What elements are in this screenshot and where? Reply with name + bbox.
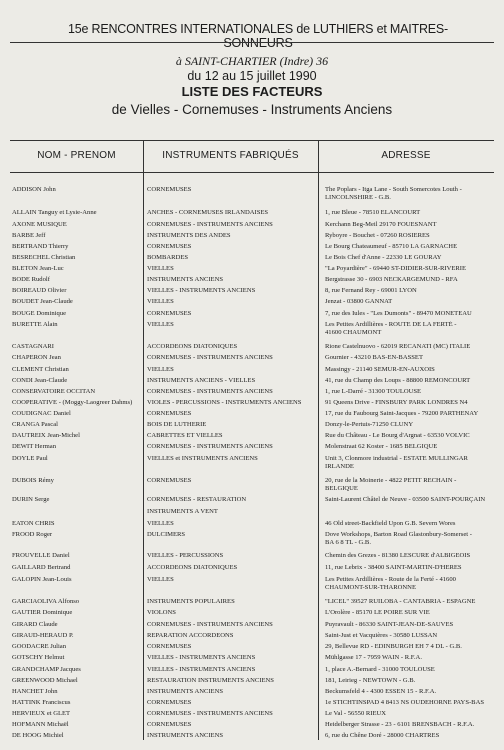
maker-instruments: INSTRUMENTS ANCIENS - VIELLES [147,377,256,384]
maker-name: HATTINK Franciscus [12,699,71,706]
maker-name: DUBOIS Rémy [12,477,54,484]
maker-instruments: CABRETTES ET VIELLES [147,432,223,439]
maker-address [325,721,494,729]
maker-name: ALLAIN Tanguy et Lysie-Anne [12,209,97,216]
maker-instruments: INSTRUMENTS ANCIENS [147,688,224,695]
maker-name: BODE Rudolf [12,276,50,283]
maker-name: BURETTE Alain [12,321,58,328]
column-divider [318,140,319,740]
maker-address [325,343,494,351]
maker-name: CASTAGNARI [12,343,54,350]
maker-instruments: VIELLES - INSTRUMENTS ANCIENS [147,654,256,661]
maker-instruments: CORNEMUSES [147,643,192,650]
maker-name: COUDIGNAC Daniel [12,410,71,417]
column-divider [143,140,144,740]
address-line: 29, Bellevue RD - EDINBURGH EH 7 4 DL - G.B. [325,643,462,650]
maker-name: COOPERATIVE - (Moggy-Laogreer Dahms) [12,399,133,406]
maker-instruments: VIELLES - INSTRUMENTS ANCIENS [147,287,256,294]
address-line: Beckumsfeld 4 - 4300 ESSEN 15 - R.F.A. [325,688,437,695]
maker-address [325,699,494,707]
maker-instruments: INSTRUMENTS ANCIENS [147,732,224,739]
maker-name: CHAPERON Jean [12,354,61,361]
maker-name: GIRARD Claude [12,621,58,628]
maker-address [325,710,494,718]
maker-instruments: DULCIMERS [147,531,186,538]
maker-address [325,598,494,606]
maker-instruments: VIELLES [147,321,174,328]
maker-instruments: INSTRUMENTS ANCIENS [147,276,224,283]
maker-address [325,410,494,418]
maker-instruments: CORNEMUSES [147,721,192,728]
maker-instruments: VIELLES [147,366,174,373]
maker-address [325,265,494,273]
maker-instruments: CORNEMUSES [147,477,192,484]
banner-rule [10,42,494,43]
maker-address [325,243,494,251]
address-line: BA 6 8 TL - G.B. [325,539,371,546]
maker-instruments: INSTRUMENTS DES ANDES [147,232,231,239]
address-line: Rue du Château - Le Bourg d'Argnat - 63530 VOLVIC [325,432,470,439]
maker-name: GARCIAOLIVA Alfonso [12,598,80,605]
address-line: 1, rue Bleue - 78510 ELANCOURT [325,209,421,216]
address-line: Donzy-le-Pertuis-71250 CLUNY [325,421,414,428]
address-line: Massingy - 21140 SEMUR-EN-AUXOIS [325,366,435,373]
maker-address [325,232,494,240]
address-line: 8, rue Fernand Rey - 69001 LYON [325,287,417,294]
maker-address [325,477,494,493]
maker-address [325,576,494,592]
address-line: Mühlgasse 17 - 7959 WAIN - R.F.A. [325,654,422,661]
maker-name: FROOD Roger [12,531,53,538]
address-line: Gournier - 43210 BAS-EN-BASSET [325,354,423,361]
address-line: 41600 CHAUMONT [325,329,382,336]
maker-name: CONDI Jean-Claude [12,377,68,384]
address-line: 1, rue L-Darré - 31300 TOULOUSE [325,388,422,395]
maker-address [325,310,494,318]
address-line: Le Bourg Chateaumeuf - 85710 LA GARNACHE [325,243,458,250]
maker-name: CLEMENT Christian [12,366,69,373]
address-line: 91 Queens Drive - FINSBURY PARK LONDRES N4 [325,399,468,406]
maker-address [325,443,494,451]
address-line: Heidelberger Strasse - 23 - 6101 BRENSBACH - R.F.A. [325,721,475,728]
maker-name: GOODACRE Julian [12,643,67,650]
maker-instruments: VIELLES [147,298,174,305]
maker-name: DURIN Serge [12,496,50,503]
address-line: Saint-Just et Vacquières - 30580 LUSSAN [325,632,438,639]
address-line: 1e STICHTINSPAD 4 8413 NS OUDEHORNE PAYS-BAS [325,699,485,706]
address-line: Chemin des Grezes - 81380 LESCURE d'ALBIGEOIS [325,552,471,559]
maker-address [325,254,494,262]
event-dates: du 12 au 15 juillet 1990 [187,69,317,83]
maker-address [325,432,494,440]
address-line: 1, place A.-Bernard - 31000 TOULOUSE [325,666,435,673]
maker-name: DEWIT Herman [12,443,57,450]
address-line: Molenstraat 62 Koster - 1685 BELGIQUE [325,443,438,450]
maker-instruments: ACCORDEONS DIATONIQUES [147,564,238,571]
address-line: Les Petites Ardillières - ROUTE DE LA FERTÉ - [325,321,457,328]
maker-address [325,677,494,685]
maker-instruments: VIELLES - PERCUSSIONS [147,552,224,559]
address-line: Le Val - 56550 RIEUX [325,710,387,717]
maker-instruments: CORNEMUSES [147,243,192,250]
maker-name: GAILLARD Bertrand [12,564,71,571]
maker-instruments: VIELLES [147,265,174,272]
maker-name: AXONE MUSIQUE [12,221,67,228]
maker-instruments: CORNEMUSES - RESTAURATION [147,496,247,503]
maker-instruments: ANCHES - CORNEMUSES IRLANDAISES [147,209,269,216]
maker-address [325,366,494,374]
address-line: Unit 3, Clonmore industrial - ESTATE MULLINGAR [325,455,468,462]
address-line: "La Poyardière" - 69440 ST-DIDIER-SUR-RIVERIE [325,265,467,272]
maker-instruments: RESTAURATION INSTRUMENTS ANCIENS [147,677,274,684]
maker-name: BOIREAUD Olivier [12,287,67,294]
address-line: IRLANDE [325,463,354,470]
address-line: 17, rue du Faubourg Saint-Jacques - 79200 PARTHENAY [325,410,479,417]
maker-address [325,388,494,396]
maker-instruments: VIELLES et INSTRUMENTS ANCIENS [147,455,258,462]
column-header-instruments: INSTRUMENTS FABRIQUÉS [162,150,299,161]
address-line: Dove Workshops, Barton Road Glastonbury-Somerset - [325,531,472,538]
maker-name: HERVIEUX et GLET [12,710,71,717]
maker-name: GIRAUD-HERAUD P. [12,632,74,639]
maker-instruments: CORNEMUSES [147,410,192,417]
maker-instruments: CORNEMUSES - INSTRUMENTS ANCIENS [147,443,273,450]
address-line: BELGIQUE [325,485,358,492]
maker-name: HANCHET John [12,688,58,695]
maker-address [325,421,494,429]
maker-name: GREENWOOD Michael [12,677,78,684]
maker-name: HOFMANN Michaël [12,721,69,728]
maker-address [325,621,494,629]
header-rule [10,172,494,173]
maker-instruments: CORNEMUSES [147,310,192,317]
maker-address [325,666,494,674]
address-line: Les Petites Ardillières - Route de la Ferté - 41600 [325,576,456,583]
maker-address [325,643,494,651]
address-line: "LICEL" 39527 RUILOBA - CANTABRIA - ESPAGNE [325,598,476,605]
maker-name: BOUGE Dominique [12,310,67,317]
address-line: 46 Old street-Backfield Upon G.B. Severn Wores [325,520,456,527]
maker-address [325,298,494,306]
maker-instruments: REPARATION ACCORDEONS [147,632,234,639]
address-line: Ryboyre - Bouchet - 07260 ROSIERES [325,232,430,239]
address-line: 6, rue du Chêne Doré - 28000 CHARTRES [325,732,440,739]
maker-name: DE HOOG Michiel [12,732,64,739]
maker-name: DOYLE Paul [12,455,48,462]
maker-instruments: VIOLES - PERCUSSIONS - INSTRUMENTS ANCIENS [147,399,302,406]
maker-address [325,688,494,696]
maker-name: BLETON Jean-Luc [12,265,64,272]
address-line: CHAUMONT-SUR-THARONNE [325,584,416,591]
address-line: 20, rue de la Moinerie - 4822 PETIT RECHAIN - [325,477,457,484]
maker-instruments: CORNEMUSES [147,699,192,706]
maker-address [325,520,494,528]
maker-instruments: CORNEMUSES - INSTRUMENTS ANCIENS [147,710,273,717]
maker-name: BESRECHEL Christian [12,254,76,261]
maker-address [325,276,494,284]
maker-address [325,732,494,740]
address-line: 11, rue Lebrix - 38400 SAINT-MARTIN-D'HERES [325,564,462,571]
maker-name: CONSERVATOIRE OCCITAN [12,388,96,395]
maker-address [325,287,494,295]
maker-name: GOTSCHY Helmut [12,654,65,661]
address-line: 7, rue des Iules - "Les Dumonts" - 89470 MONETEAU [325,310,472,317]
address-line: L'Orolère - 85170 LE POIRE SUR VIE [325,609,430,616]
address-line: 41, rue du Champ des Loups - 88800 REMONCOURT [325,377,471,384]
address-line: Bergstrasse 30 - 6903 NECKARGEMUND - RFA [325,276,458,283]
maker-instruments: CORNEMUSES - INSTRUMENTS ANCIENS [147,621,273,628]
maker-address [325,377,494,385]
address-line: Jenzat - 03800 GANNAT [325,298,393,305]
maker-name: CRANGA Pascal [12,421,58,428]
maker-address [325,609,494,617]
maker-instruments: ACCORDEONS DIATONIQUES [147,343,238,350]
maker-instruments: VIELLES - INSTRUMENTS ANCIENS [147,666,256,673]
maker-address [325,496,494,504]
column-header-address: ADRESSE [381,150,431,161]
maker-address [325,221,494,229]
address-line: 181, Leirieg - NEWTOWN - G.B. [325,677,416,684]
maker-instruments: INSTRUMENTS POPULAIRES [147,598,235,605]
event-place: à SAINT-CHARTIER (Indre) 36 [175,54,329,68]
maker-address [325,321,494,337]
maker-instruments: CORNEMUSES - INSTRUMENTS ANCIENS [147,354,273,361]
maker-name: GALOPIN Jean-Louis [12,576,72,583]
maker-name: EATON CHRIS [12,520,55,527]
maker-address [325,354,494,362]
maker-address [325,455,494,471]
maker-instruments: VIOLONS [147,609,176,616]
maker-name: ADDISON John [12,186,56,193]
maker-name: BARBE Jeff [12,232,46,239]
maker-instruments: CORNEMUSES [147,186,192,193]
maker-instruments: VIELLES [147,520,174,527]
maker-instruments: CORNEMUSES - INSTRUMENTS ANCIENS [147,388,273,395]
maker-name: FROUVELLE Daniel [12,552,70,559]
maker-name: GAUTIER Dominique [12,609,73,616]
event-banner: 15e RENCONTRES INTERNATIONALES de LUTHIERS et MAITRES-SONNEURS [67,22,449,50]
list-subtitle: de Vielles - Cornemuses - Instruments Anciens [111,102,393,117]
maker-instruments: BOMBARDES [147,254,189,261]
maker-instruments: INSTRUMENTS A VENT [147,508,218,515]
maker-address [325,552,494,560]
address-line: Kerchann Beg-Meil 29170 FOUESNANT [325,221,437,228]
address-line: Saint-Laurent Châtel de Neuve - 03500 SAINT-POURÇAIN [325,496,486,503]
address-line: Puyravault - 86330 SAINT-JEAN-DE-SAUVES [325,621,454,628]
maker-instruments: BOIS DE LUTHERIE [147,421,207,428]
column-header-name: NOM - PRENOM [37,150,116,161]
address-line: The Poplars - Itga Lane - South Somercotes Louth - [325,186,462,193]
maker-address [325,209,494,217]
maker-name: DAUTREIX Jean-Michel [12,432,80,439]
maker-address [325,531,494,547]
maker-name: BOUDET Jean-Claude [12,298,73,305]
address-line: Rione Castelnuovo - 62019 RECANATI (MC) ITALIE [325,343,471,350]
maker-name: GRANDCHAMP Jacques [12,666,81,673]
list-title: LISTE DES FACTEURS [181,84,323,99]
maker-address [325,186,494,202]
maker-name: BERTRAND Thierry [12,243,69,250]
maker-instruments: VIELLES [147,576,174,583]
maker-address [325,399,494,407]
maker-address [325,654,494,662]
maker-address [325,632,494,640]
address-line: LINCOLNSHIRE - G.B. [325,194,391,201]
maker-address [325,564,494,572]
address-line: Le Bois Chef d'Anne - 22330 LE GOURAY [325,254,442,261]
maker-instruments: CORNEMUSES - INSTRUMENTS ANCIENS [147,221,273,228]
